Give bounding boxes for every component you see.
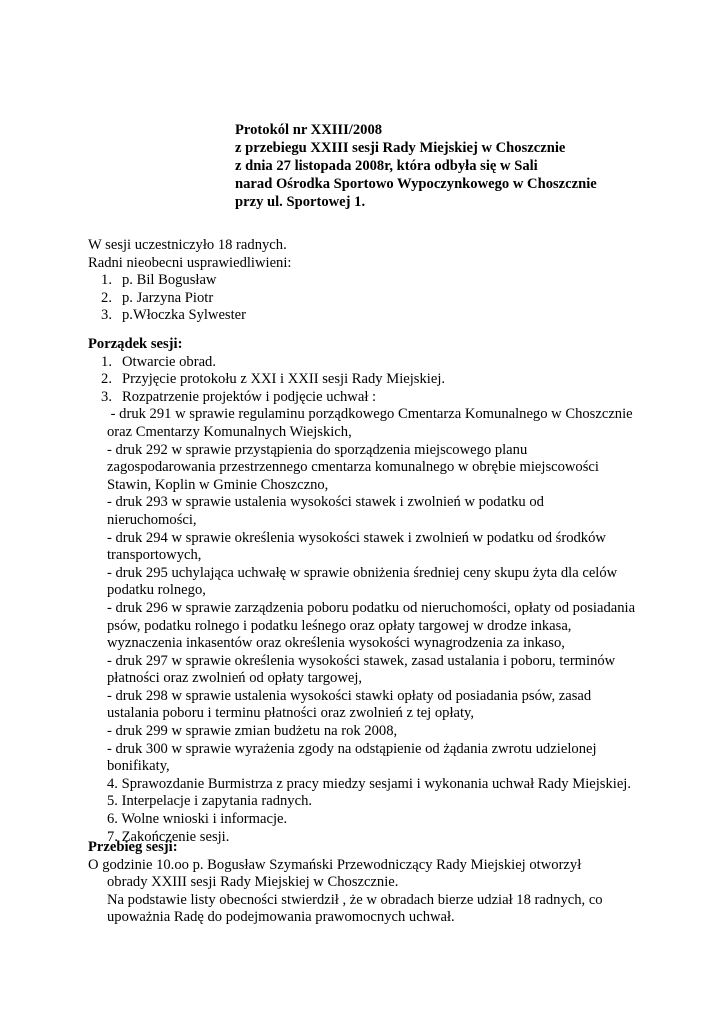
druk-line: wyznaczenia inkasentów oraz określenia wysokości wynagrodzenia za inkaso, — [107, 635, 565, 652]
druk-line: - druk 296 w sprawie zarządzenia poboru podatku od nieruchomości, opłaty od posiadania — [107, 599, 636, 616]
druk-line: - druk 297 w sprawie określenia wysokości stawek, zasad ustalania i poboru, terminów — [107, 652, 616, 669]
druk-item — [88, 565, 648, 600]
agenda-item-text: Otwarcie obrad. — [122, 353, 217, 370]
druk-item — [88, 442, 648, 495]
absent-name: p. Jarzyna Piotr — [122, 289, 214, 306]
druk-line: płatności oraz zwolnień od opłaty targowej, — [107, 670, 363, 687]
list-number: 2. — [101, 289, 112, 306]
agenda-item — [88, 354, 648, 372]
session-course-body — [88, 874, 648, 927]
session-course-section — [88, 839, 648, 927]
session-course-line: obrady XXIII sesji Rady Miejskiej w Choszcznie. — [107, 874, 399, 891]
agenda-item: 6. Wolne wnioski i informacje. — [107, 811, 288, 828]
agenda-item — [88, 371, 648, 389]
list-number: 1. — [101, 353, 112, 370]
druk-line: nieruchomości, — [107, 511, 197, 528]
attendance-present: W sesji uczestniczyło 18 radnych. — [88, 237, 287, 253]
absent-name: p.Włoczka Sylwester — [122, 307, 247, 324]
druk-line: transportowych, — [107, 547, 202, 564]
session-course-line: O godzinie 10.oo p. Bogusław Szymański Przewodniczący Rady Miejskiej otworzył — [88, 856, 582, 873]
druk-item — [88, 600, 648, 653]
agenda-item: 7. Zakończenie sesji. — [107, 828, 230, 845]
druk-line: oraz Cmentarzy Komunalnych Wiejskich, — [107, 423, 352, 440]
header-line: narad Ośrodka Sportowo Wypoczynkowego w Choszcznie — [235, 176, 597, 192]
druk-item — [88, 530, 648, 565]
druk-item — [88, 688, 648, 723]
list-number: 1. — [101, 272, 112, 289]
druk-line: - druk 295 uchylająca uchwałę w sprawie obniżenia średniej ceny skupu żyta dla celów — [107, 564, 618, 581]
header-line: z dnia 27 listopada 2008r, która odbyła się w Sali — [235, 158, 538, 174]
protocol-title: Protokól nr XXIII/2008 — [235, 122, 383, 138]
druk-line: podatku rolnego, — [107, 582, 206, 599]
absent-name: p. Bil Bogusław — [122, 272, 217, 289]
druk-line: - druk 294 w sprawie określenia wysokości stawek i zwolnień w podatku od środków — [107, 529, 606, 546]
druk-line: - druk 291 w sprawie regulaminu porządkowego Cmentarza Komunalnego w Choszcznie — [107, 406, 633, 423]
druk-line: bonifikaty, — [107, 758, 170, 775]
list-number: 2. — [101, 371, 112, 388]
session-course-line: upoważnia Radę do podejmowania prawomocnych uchwał. — [107, 909, 455, 926]
druk-line: - druk 300 w sprawie wyrażenia zgody na odstąpienie od żądania zwrotu udzielonej — [107, 740, 597, 757]
druk-item — [88, 741, 648, 776]
agenda-item: 5. Interpelacje i zapytania radnych. — [107, 793, 313, 810]
session-course-title: Przebieg sesji: — [88, 839, 178, 855]
druk-line: - druk 298 w sprawie ustalenia wysokości stawki opłaty od posiadania psów, zasad — [107, 687, 592, 704]
list-number: 3. — [101, 307, 112, 324]
absent-list — [88, 272, 648, 325]
agenda-item-text: Przyjęcie protokołu z XXI i XXII sesji Rady Miejskiej. — [122, 371, 446, 388]
druk-line: zagospodarowania przestrzennego cmentarza komunalnego w obrębie miejscowości — [107, 459, 599, 476]
druk-item — [88, 494, 648, 529]
list-number: 3. — [101, 388, 112, 405]
druk-line: - druk 292 w sprawie przystąpienia do sporządzenia miejscowego planu — [107, 441, 528, 458]
absent-item — [88, 272, 648, 290]
absent-label: Radni nieobecni usprawiedliwieni: — [88, 254, 292, 271]
agenda-item — [88, 389, 648, 407]
document-header — [235, 121, 597, 211]
attendance-section — [88, 237, 648, 325]
absent-item — [88, 290, 648, 308]
druk-item — [88, 406, 648, 441]
druk-item — [88, 653, 648, 688]
header-line: przy ul. Sportowej 1. — [235, 194, 366, 210]
session-course-line: Na podstawie listy obecności stwierdził , że w obradach bierze udział 18 radnych, co — [107, 891, 603, 908]
druk-line: Stawin, Koplin w Gminie Choszczno, — [107, 476, 329, 493]
header-line: z przebiegu XXIII sesji Rady Miejskiej w Choszcznie — [235, 140, 566, 156]
druk-line: - druk 299 w sprawie zmian budżetu na rok 2008, — [107, 723, 398, 740]
agenda-section — [88, 336, 648, 846]
druk-line: - druk 293 w sprawie ustalenia wysokości stawek i zwolnień w podatku od — [107, 494, 544, 511]
druk-line: ustalania poboru i terminu płatności oraz zwolnień z tej opłaty, — [107, 705, 475, 722]
druk-item — [88, 723, 648, 741]
absent-item — [88, 307, 648, 325]
agenda-item-text: Rozpatrzenie projektów i podjęcie uchwał : — [122, 388, 377, 405]
druk-line: psów, podatku rolnego i podatku leśnego oraz opłaty targowej w drodze inkasa, — [107, 617, 572, 634]
agenda-item: 4. Sprawozdanie Burmistrza z pracy miedzy sesjami i wykonania uchwał Rady Miejskiej. — [107, 775, 632, 792]
agenda-title: Porządek sesji: — [88, 336, 183, 352]
